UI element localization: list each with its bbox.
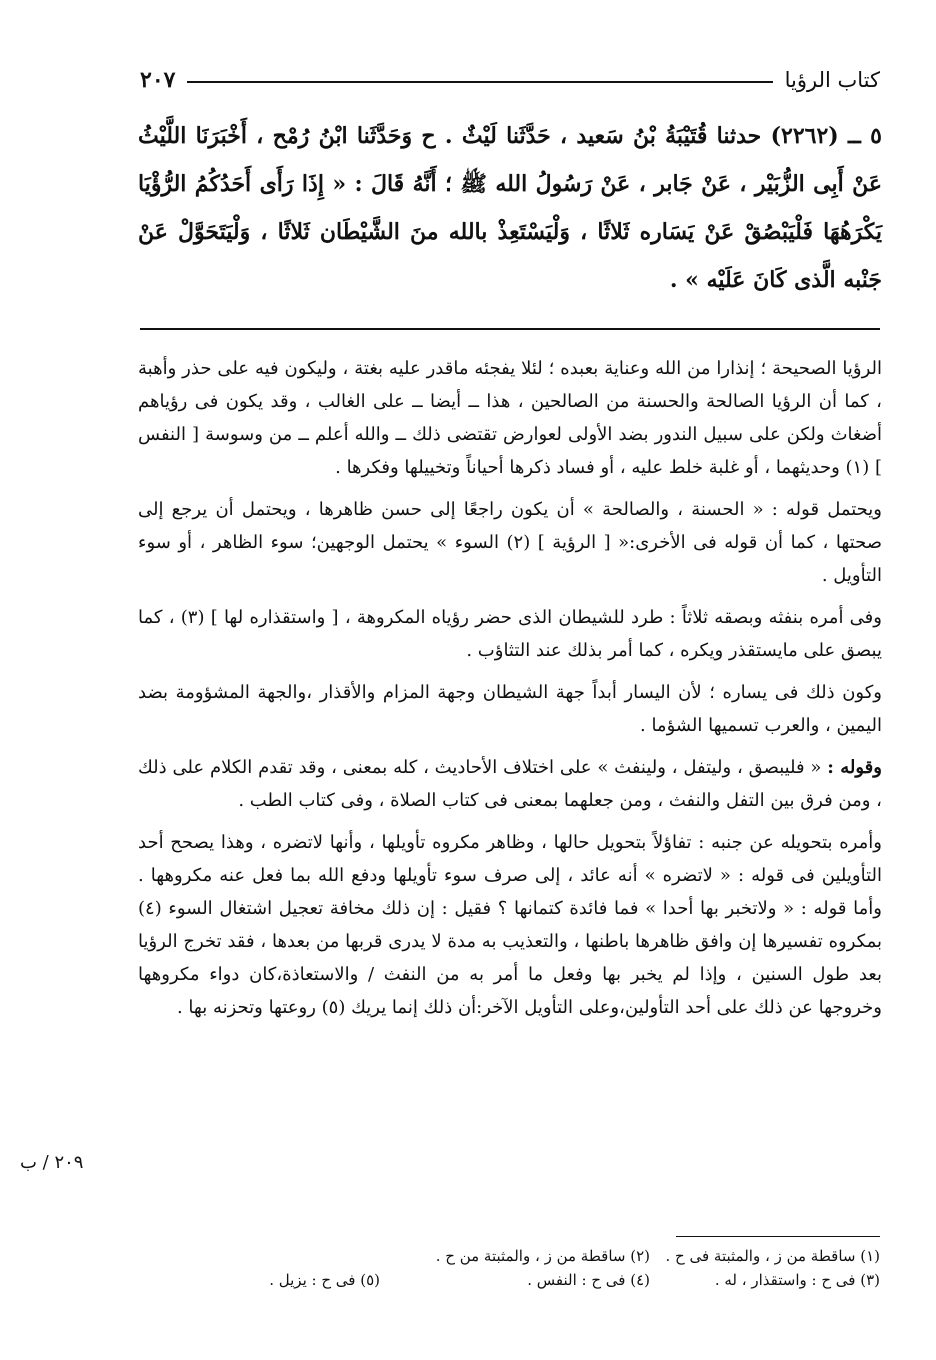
commentary-paragraph-4: وكون ذلك فى يساره ؛ لأن اليسار أبداً جهة الشيطان وجهة المزام والأقذار ،والجهة المشؤومة بضد اليمين ، والعرب تسميها الشؤما . bbox=[138, 682, 882, 736]
running-header bbox=[140, 62, 880, 98]
footnote-3: (٣) فى ح : واستقذار ، له . bbox=[714, 1271, 880, 1289]
footnote-rule bbox=[676, 1236, 880, 1237]
commentary-paragraph-3: وفى أمره بنفثه وبصقه ثلاثاً : طرد للشيطان الذى حضر رؤياه المكروهة ، [ واستقذاره لها ] (٣) ، كما يبصق على مايستقذر ويكره ، كما أمر بذلك عند التثاؤب . bbox=[138, 607, 882, 661]
commentary bbox=[138, 352, 882, 1033]
commentary-paragraph-6: وأمره بتحويله عن جنبه : تفاؤلاً بتحويل حالها ، وظاهر مكروه تأويلها ، وأنها لاتضره ، وهذا يصحح أحد التأويلين فى قوله : « لاتضره » أنه عائد ، إلى صرف سوء تأويلها ودفع الله بما فعل عنه مكروهها . وأما قوله : « ولاتخبر بها أحدا » فما فائدة كتمانها ؟ فقيل : إن ذلك مخافة تعجيل اشتغال السوء (٤) بمكروه تفسيرها إن وافق ظاهرها باطنها ، والتعذيب به مدة لا يدرى قربها من بعدها ، فقد تخرج الرؤيا بعد طول السنين ، وإذا لم يخبر بها وفعل ما أمر به من النفث / والاستعاذة،كان دواء مكروهها وخروجها عن ذلك على أحد التأولين،وعلى التأويل الآخر:أن ذلك إنما يريك (٥) روعتها وتحزنه بها . bbox=[138, 832, 882, 1018]
footnote-4: (٤) فى ح : النفس . bbox=[527, 1271, 650, 1289]
chapter-title: كتاب الرؤيا bbox=[784, 68, 880, 92]
paragraph-5-body: « فليبصق ، وليتفل ، ولينفث » على اختلاف الأحاديث ، كله بمعنى ، وقد تقدم الكلام على ذلك ، ومن فرق بين التفل والنفث ، ومن جعلهما بمعنى فى كتاب الصلاة ، وفى كتاب الطب . bbox=[138, 757, 882, 811]
footnote-1: (١) ساقطة من ز ، والمثبتة فى ح . bbox=[665, 1247, 880, 1265]
commentary-paragraph-2: ويحتمل قوله : « الحسنة ، والصالحة » أن يكون راجعًا إلى حسن ظاهرها ، ويحتمل أن يرجع إلى صحتها ، كما أن قوله فى الأخرى:« [ الرؤية ] (٢) السوء » يحتمل الوجهين؛ سوء الظاهر ، أو سوء التأويل . bbox=[138, 499, 882, 586]
section-divider bbox=[140, 328, 880, 330]
header-rule bbox=[187, 81, 772, 83]
footnote-row bbox=[140, 1268, 880, 1292]
manuscript-folio-note: ٢٠٩ / ب bbox=[20, 1152, 84, 1173]
hadith-text: ٥ ــ (٢٢٦٢) حدثنا قُتَيْبَةُ بْنُ سَعيد ، حَدَّثَنا لَيْثٌ . ح وَحَدَّثَنا ابْنُ رُمْح ، أَخْبَرَنَا اللَّيْثُ عَنْ أَبِى الزُّبَيْر ، عَنْ جَابر ، عَنْ رَسُولُ الله ﷺ ؛ أَنَّهُ قَالَ : « إِذَا رَأَى أَحَدُكُمُ الرُّؤْيَا يَكْرَهُهَا فَلْيَبْصُقْ عَنْ يَسَاره ثَلاثًا ، وَلْيَسْتَعِذْ بالله منَ الشَّيْطَان ثَلاثًا ، وَلْيَتَحَوَّلْ عَنْ جَنْبه الَّذى كَانَ عَلَيْه » . bbox=[138, 123, 882, 293]
page-number: ٢٠٧ bbox=[140, 67, 176, 93]
commentary-paragraph-5 bbox=[138, 751, 882, 817]
commentary-paragraph-1: الرؤيا الصحيحة ؛ إنذارا من الله وعناية بعبده ؛ لئلا يفجئه ماقدر عليه بغتة ، وليكون فيه على حذر وأهبة ، كما أن الرؤيا الصالحة والحسنة من الصالحين ، هذا ــ أيضا ــ على الغالب ، وقد يكون فى رؤياهم أضغاث ولكن على سبيل الندور بضد الأولى لعوارض تقتضى ذلك ــ والله أعلم ــ من وسوسة [ النفس ] (١) وحديثهما ، أو غلبة خلط عليه ، أو فساد ذكرها أحياناً وتخييلها وفكرها . bbox=[138, 358, 882, 478]
footnote-2: (٢) ساقطة من ز ، والمثبتة من ح . bbox=[435, 1247, 650, 1265]
footnote-row bbox=[140, 1244, 880, 1268]
paragraph-lead: وقوله : bbox=[827, 757, 882, 778]
footnotes bbox=[140, 1244, 880, 1292]
footnote-5: (٥) فى ح : يزيل . bbox=[269, 1271, 380, 1289]
